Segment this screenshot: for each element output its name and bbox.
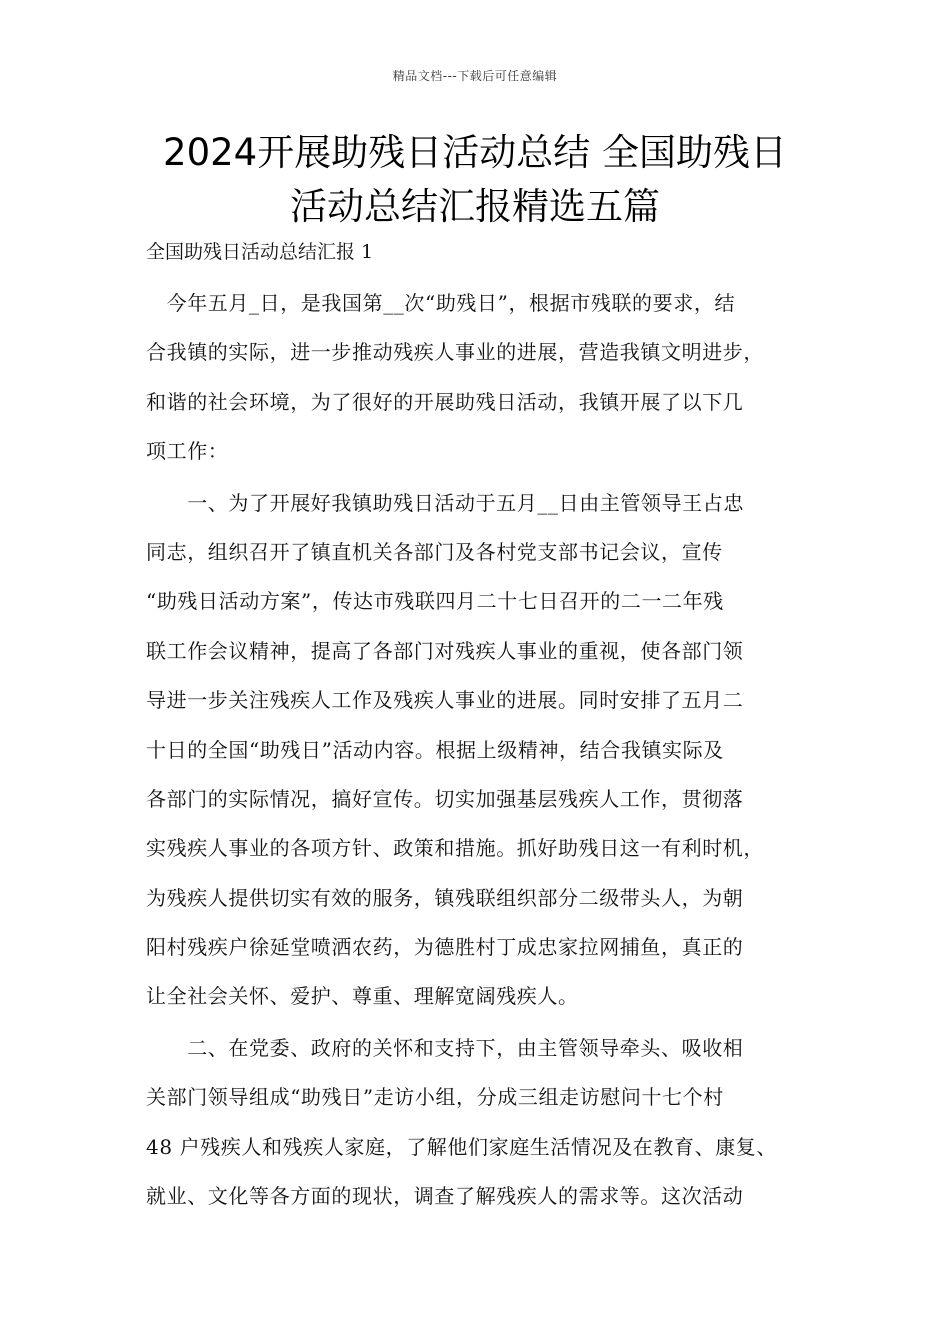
text-line: 就业、文化等各方面的现状，调查了解残疾人的需求等。这次活动 [146, 1184, 744, 1209]
text-line: 和谐的社会环境，为了很好的开展助残日活动，我镇开展了以下几 [146, 389, 744, 414]
text-line: 各部门的实际情况，搞好宣传。切实加强基层残疾人工作，贯彻落 [146, 786, 744, 811]
text-line: 48 户残疾人和残疾人家庭，了解他们家庭生活情况及在教育、康复、 [146, 1134, 778, 1159]
text-line: 同志，组织召开了镇直机关各部门及各村党支部书记会议，宣传 [146, 539, 723, 564]
text-line: “助残日活动方案”，传达市残联四月二十七日召开的二一二年残 [146, 589, 724, 614]
text-line: 为残疾人提供切实有效的服务，镇残联组织部分二级带头人，为朝 [146, 885, 744, 910]
text-line: 二、在党委、政府的关怀和支持下，由主管领导牵头、吸收相 [146, 1035, 744, 1060]
header-note: 精品文档---下载后可任意编辑 [392, 69, 558, 83]
text-line: 关部门领导组成“助残日”走访小组，分成三组走访慰问十七个村 [146, 1085, 724, 1110]
document-title [100, 126, 850, 234]
paragraph-1 [146, 287, 826, 485]
text-line: 合我镇的实际，进一步推动残疾人事业的进展，营造我镇文明进步， [146, 340, 764, 365]
paragraph-3 [146, 1032, 826, 1230]
title-line-1: 2024开展助残日活动总结 全国助残日 [163, 131, 787, 174]
text-line: 一、为了开展好我镇助残日活动于五月__日由主管领导王占忠 [146, 490, 744, 515]
body-text [146, 287, 826, 1231]
title-line-2: 活动总结汇报精选五篇 [290, 185, 660, 228]
paragraph-2 [146, 487, 826, 1030]
text-line: 导进一步关注残疾人工作及残疾人事业的进展。同时安排了五月二 [146, 688, 744, 713]
text-line: 实残疾人事业的各项方针、政策和措施。抓好助残日这一有利时机， [146, 836, 764, 861]
text-line: 十日的全国“助残日”活动内容。根据上级精神，结合我镇实际及 [146, 737, 724, 762]
text-line: 联工作会议精神，提高了各部门对残疾人事业的重视，使各部门领 [146, 638, 744, 663]
text-line: 阳村残疾户徐延堂喷洒农药，为德胜村丁成忠家拉网捕鱼，真正的 [146, 935, 744, 960]
text-line: 今年五月_日，是我国第__次“助残日”，根据市残联的要求，结 [146, 291, 736, 315]
section-subheading: 全国助残日活动总结汇报 1 [146, 241, 374, 263]
text-line: 让全社会关怀、爱护、尊重、理解宽阔残疾人。 [146, 984, 579, 1009]
text-line: 项工作： [146, 439, 229, 464]
